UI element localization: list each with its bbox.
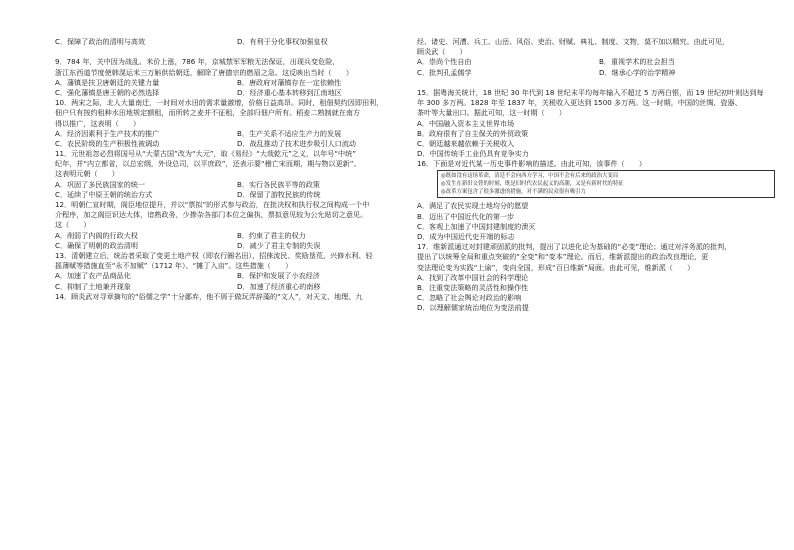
option: C．强化藩镇是唐王朝的必然选择: [55, 87, 160, 97]
option: A．中国融入资本主义世界市场: [417, 118, 515, 128]
question-block: [55, 149, 419, 200]
question-text: 12．明朝仁宣时期，阁臣地位提升，并以“票拟”的形式参与政治，在批决权和执行权之间构成一个中: [55, 200, 370, 209]
option-row: [55, 139, 419, 149]
option: C．朝廷越来越依赖于关税收入: [417, 138, 515, 148]
question-block: [417, 88, 781, 159]
question-text: 浙江东西道节度使韩滉运米三万斛供给朝廷，解除了唐德宗的燃眉之急。这反映出当时（ ）: [55, 67, 353, 77]
option-row: [55, 271, 419, 281]
option: A．加速了农产品商品化: [55, 271, 131, 281]
question-block: [55, 200, 419, 251]
question-text: 顾炎武（ ）: [417, 47, 467, 57]
question-block: [417, 159, 781, 242]
spacer: [55, 47, 419, 57]
option: B．政府很有了自主保关的外贸政策: [417, 128, 529, 138]
option: D．保留了游牧民族的传统: [237, 189, 321, 199]
option-row: [55, 241, 419, 251]
quote-line: ◎既如没有这场革命，清廷不会向西方学习，中国不会有后来的政治大变局: [441, 173, 619, 180]
question-text: 纪年，并“内立都省，以总宏纲，外设总司，以平庶政”，还表示要“稽亡宋而期，期与物以更新”。: [55, 159, 361, 169]
option: B．迈出了中国近代化的第一步: [417, 211, 515, 221]
question-block: [55, 251, 419, 292]
question-text: 17．维新派通过对封建顽固派的批判，提出了以进化论为基础的“必变”理论；通过对洋务派的批判，: [417, 242, 732, 252]
question-block: [55, 98, 419, 149]
option: D．有利于分化事权加强皇权: [237, 37, 328, 46]
question-text: 变法理论变为实践“上谕”，变向全国，形成“百日维新”局面。由此可见，维新派（ ）: [417, 262, 695, 272]
question-text: 14．顾炎武对寻章摘句的“俗儒之学”十分鄙弃，他不屑于做玩弄辞藻的“文人”，对天文、地理、九: [55, 291, 363, 301]
question-block: [55, 57, 419, 98]
question-text: 介程序，加之阁臣识达大体，谙熟政务，少掺杂各部门本位之偏执，票拟意见较为公允贴切之意见。: [55, 210, 368, 220]
option: D．加速了经济重心的南移: [237, 281, 321, 291]
option: B．生产关系不适应生产力的发展: [237, 128, 342, 138]
option: A．找到了改革中国社会的科学理论: [417, 272, 529, 282]
option: C．农民阶级的生产积极性被调动: [55, 138, 160, 148]
option: D．经济重心基本转移到江南地区: [237, 87, 342, 97]
option-row: [55, 231, 419, 241]
question-text: 9．784 年，关中因为战乱、米价上涨，786 年，京城禁军军粮无法保证，出现兵变危险，: [55, 57, 340, 67]
option: B．实行各民族平等的政策: [237, 179, 320, 189]
option-row: [55, 282, 419, 292]
option-row: [55, 190, 419, 200]
question-text: 经、诸史、河漕、兵工、山岳、风俗、吏治、财赋、典礼、制度、文物，莫不加以精究。由此可见，: [417, 37, 730, 46]
question-text: 茶叶等大量出口。据此可知，这一时期（ ）: [417, 108, 566, 118]
option-row: [55, 37, 419, 47]
question-block: [55, 292, 419, 302]
option: A．崇尚个性自由: [417, 57, 472, 67]
option: B．重视学术的社会担当: [599, 57, 675, 67]
option: D．继承心学的治学精神: [599, 67, 676, 77]
question-text: 16．下面是对近代某一历史事件影响的描述。由此可知，该事件（ ）: [417, 159, 646, 169]
question-text: 佃户只有按约租种水田地规定额租，而所转之麦并不征租，全部归佃户所有。稻麦二熟制就在南方: [55, 108, 361, 118]
quote-box: [437, 170, 775, 198]
option: D．中国传统手工业仍具有竞争实力: [417, 149, 529, 159]
option-row: [55, 78, 419, 88]
option: C．延续了中原王朝的统治方式: [55, 189, 153, 199]
question-block: [417, 242, 781, 313]
question-text: 13．清朝建立后，统治者采取了变更土地产权（即农行圈名田）、招徕流民、奖励垦荒、兴修水利、轻: [55, 250, 373, 260]
option: A．满足了农民实现土地均分的愿望: [417, 201, 529, 211]
question-text: 11．元世祖忽必烈将国号从“大蒙古国”改为“大元”，取《易经》“大哉乾元”之义，以年号“中统”: [55, 149, 356, 159]
option: B．唐政府对藩镇存在一定依赖性: [237, 77, 342, 87]
left-column: [55, 37, 419, 302]
option: C．保障了政治的清明与高效: [55, 37, 146, 46]
quote-line: ◎发生在新旧交替的时刻，既是旧时代农民起义的高潮，又是有新时代的特征: [441, 181, 624, 188]
option: A．巩固了多民族国家的统一: [55, 179, 145, 189]
spacer: [417, 78, 781, 88]
option: C．忽略了社会舆论对政治的影响: [417, 293, 522, 303]
option: A．藩镇是扶卫唐朝廷的关键力量: [55, 77, 160, 87]
option: C．确保了明朝的政治清明: [55, 240, 138, 250]
option: A．经济因素利于生产技术的推广: [55, 128, 160, 138]
right-column: [417, 37, 781, 314]
option-row: [55, 88, 419, 98]
option-row: [417, 68, 781, 78]
option: D．成为中国近代史开端的标志: [417, 232, 515, 241]
option: C．批判孔孟儒学: [417, 67, 472, 77]
question-text: 10．两宋之际，北人大量南迁，一时间对水田的需求量激增，价格日益高昂。同时，租佃契约因即田利，: [55, 98, 384, 108]
question-text: 这表明元朝（ ）: [55, 169, 119, 179]
question-text: 摇薄赋等措施直至“永不加赋”（1712 年）、“摊丁入亩”。这些措施（ ）: [55, 261, 293, 271]
question-text: 得以推广，这表明（ ）: [55, 118, 141, 128]
option: D．减少了君主专制的失误: [237, 240, 321, 250]
option: B．保护和发展了小农经济: [237, 271, 320, 281]
option-row: [55, 129, 419, 139]
question-text: 这（ ）: [55, 220, 91, 230]
question-text: 提出了以统筹全局和重点突破的“全变”和“变本”理论。而后，维新派提出的政治改良理论，更: [417, 252, 709, 262]
option: B．约束了君主的权力: [237, 230, 306, 240]
option: C．抑制了土地兼并现象: [55, 281, 131, 291]
question-text: 15．据粤海关统计，18 世纪 30 年代到 18 世纪末平均每年输入不超过 5 万两白银，而 19 世纪初叶则达到每: [417, 87, 764, 97]
option-row: [417, 57, 781, 67]
quote-line: ◎改革方案包含了很多激进的措施，对不满的民众很有吸引力: [441, 189, 586, 196]
option-row: [55, 180, 419, 190]
option: C．客观上加速了中国封建制度的溃灭: [417, 221, 536, 231]
option: B．注重变法策略的灵活性和操作性: [417, 282, 529, 292]
option: D．以理解儒家统治地位为变法前提: [417, 303, 529, 313]
question-text: 年 300 多万两。1828 年至 1837 年，关税收入更达到 1500 多万两。这一时期，中国的丝绸、瓷器、: [417, 98, 742, 108]
option: D．战乱推动了技术进步吸引人口流动: [237, 138, 356, 148]
option: A．削弱了内阁的行政大权: [55, 230, 138, 240]
